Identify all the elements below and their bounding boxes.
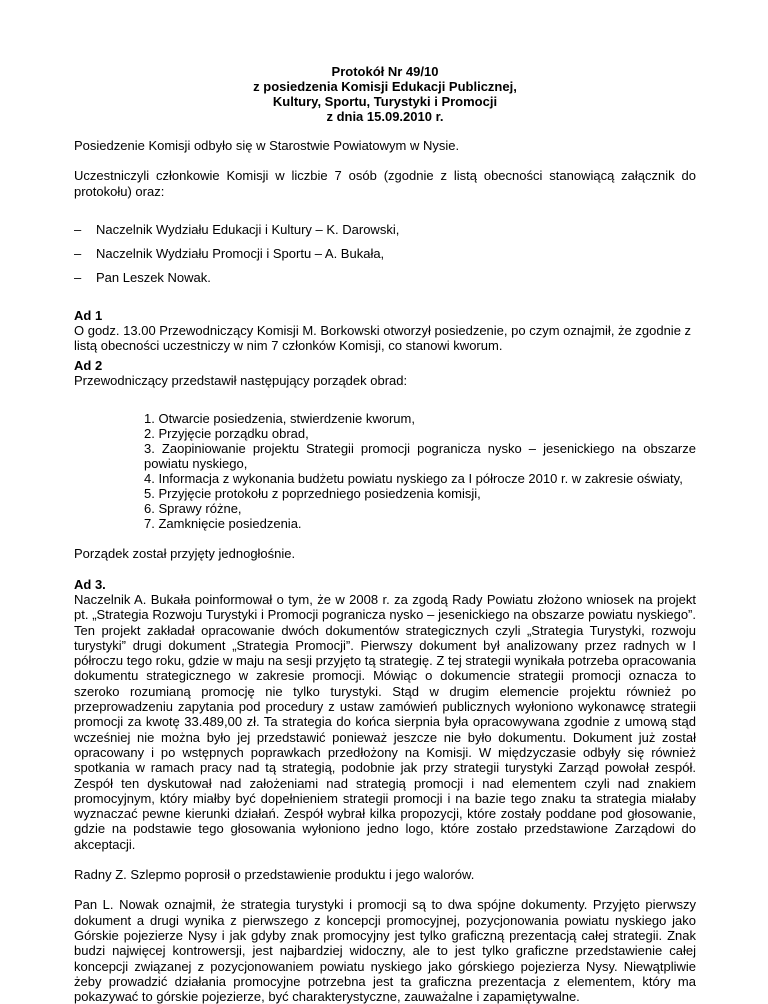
guest-name: Naczelnik Wydziału Promocji i Sportu – A. Bukała, xyxy=(96,245,385,261)
guest-name: Pan Leszek Nowak. xyxy=(96,269,211,285)
guest-list xyxy=(74,222,696,285)
document-page xyxy=(74,64,696,1004)
agenda-item: 6. Sprawy różne, xyxy=(144,501,242,517)
ad2-heading: Ad 2 xyxy=(74,357,103,373)
title-line-4: z dnia 15.09.2010 r. xyxy=(326,109,444,124)
section-ad2 xyxy=(74,358,696,389)
ad1-text: O godz. 13.00 Przewodniczący Komisji M. Borkowski otworzył posiedzenie, po czym oznajmił, że zgodnie z listą obecności uczestniczy w nim 7 członków Komisji, co stanowi kworum. xyxy=(74,323,692,354)
list-item xyxy=(74,270,696,285)
dash-bullet: – xyxy=(74,269,82,285)
agenda-item: 5. Przyjęcie protokołu z poprzedniego posiedzenia komisji, xyxy=(144,486,481,502)
agenda-item: 7. Zamknięcie posiedzenia. xyxy=(144,516,302,532)
agenda-conclusion: Porządek został przyjęty jednogłośnie. xyxy=(74,546,296,562)
ad3-paragraph-2: Radny Z. Szlepmo poprosił o przedstawienie produktu i jego walorów. xyxy=(74,867,475,883)
ad3-paragraph-1: Naczelnik A. Bukała poinformował o tym, że w 2008 r. za zgodą Rady Powiatu złożono wniosek na projekt pt. „Strategia Rozwoju Turystyki i Promocji pogranicza nysko – jesenickiego na obszarze powiatu nyskiego”. Ten projekt zakładał opracowanie dwóch dokumentów strategicznych czyli „Strategia Turystyki, rozwoju turystyki” drugi dokument „Strategia Promocji”. Pierwszy dokument był analizowany przez radnych w I półroczu tego roku, gdzie w maju na sesji przyjęto tą strategię. Z tej strategii wynikała potrzeba opracowania dokumentu strategicznego w zakresie promocji. Mówiąc o dokumencie strategii promocji oznacza to szeroko rozumianą promocję nie tylko turystyki. Stąd w drugim elemencie projektu również po przeprowadzeniu zapytania pod procedury z ustaw zamówień publicznych wyłoniono wykonawcę strategii promocji za kwotę 33.489,00 zł. Ta strategia do końca sierpnia była opracowywana zgodnie z umową stąd wcześniej nie można było jej przedstawić ponieważ jeszcze nie było dokumentu. Dokument już został opracowany i po wstępnych poprawkach przedłożony na Komisji. W międzyczasie odbyły się również spotkania w ramach pracy nad tą strategią, podobnie jak przy strategii turystyki Zarząd powołał zespół. Zespół ten dyskutował nad założeniami nad strategią promocji i nad elementem czyli nad znakiem promocyjnym, który miałby być dopełnieniem strategii promocji i na bazie tego znaku ta strategia miałaby wyznaczać pewne kierunki działań. Zespół wybrał kilka propozycji, które zostały poddane pod głosowanie, gdzie na podstawie tego głosowania wyłoniono jedno logo, które zostało przedstawione Zarządowi do akceptacji. xyxy=(74,591,696,852)
list-item xyxy=(74,246,696,261)
ad2-text: Przewodniczący przedstawił następujący porządek obrad: xyxy=(74,373,408,389)
title-line-1: Protokół Nr 49/10 xyxy=(331,64,439,79)
agenda-item: 4. Informacja z wykonania budżetu powiatu nyskiego za I półrocze 2010 r. w zakresie oświaty, xyxy=(144,471,683,487)
document-title xyxy=(74,64,696,124)
ad3-paragraph-3: Pan L. Nowak oznajmił, że strategia turystyki i promocji są to dwa spójne dokumenty. Przyjęto pierwszy dokument a drugi wynika z pierwszego z koncepcji promocyjnej, pozycjonowania powiatu nyskiego jako Górskie pojezierze Nysy i jak gdyby znak promocyjny jest tylko graficzną prezentacją całej strategii. Znak budzi najwięcej kontrowersji, jest najbardziej widoczny, ale to jest tylko graficzne przedstawienie całej koncepcji związanej z pozycjonowaniem powiatu nyskiego jako górskiego pojezierza Nysy. Niewątpliwie żeby prowadzić działania promocyjne potrzebna jest ta graficzna prezentacja z elementem, który ma pokazywać to górskie pojezierze, być charakterystyczne, zauważalne i zapamiętywalne. xyxy=(74,897,696,1004)
location-paragraph: Posiedzenie Komisji odbyło się w Starostwie Powiatowym w Nysie. xyxy=(74,138,460,153)
agenda-item: 1. Otwarcie posiedzenia, stwierdzenie kworum, xyxy=(144,411,415,427)
ad3-heading: Ad 3. xyxy=(74,576,106,592)
attendance-paragraph: Uczestniczyli członkowie Komisji w liczbie 7 osób (zgodnie z listą obecności stanowiącą załącznik do protokołu) oraz: xyxy=(74,168,696,199)
ad1-heading: Ad 1 xyxy=(74,307,103,323)
guest-name: Naczelnik Wydziału Edukacji i Kultury – K. Darowski, xyxy=(96,221,400,237)
section-ad1 xyxy=(74,308,696,354)
title-line-3: Kultury, Sportu, Turystyki i Promocji xyxy=(272,94,498,109)
agenda-item: 2. Przyjęcie porządku obrad, xyxy=(144,426,309,442)
dash-bullet: – xyxy=(74,245,82,261)
title-line-2: z posiedzenia Komisji Edukacji Publicznej, xyxy=(253,79,517,94)
section-ad3 xyxy=(74,577,696,852)
agenda-list xyxy=(144,411,696,531)
list-item xyxy=(74,222,696,237)
agenda-item: 3. Zaopiniowanie projektu Strategii promocji pogranicza nysko – jesenickiego na obszarze powiatu nyskiego, xyxy=(144,441,696,472)
dash-bullet: – xyxy=(74,221,82,237)
